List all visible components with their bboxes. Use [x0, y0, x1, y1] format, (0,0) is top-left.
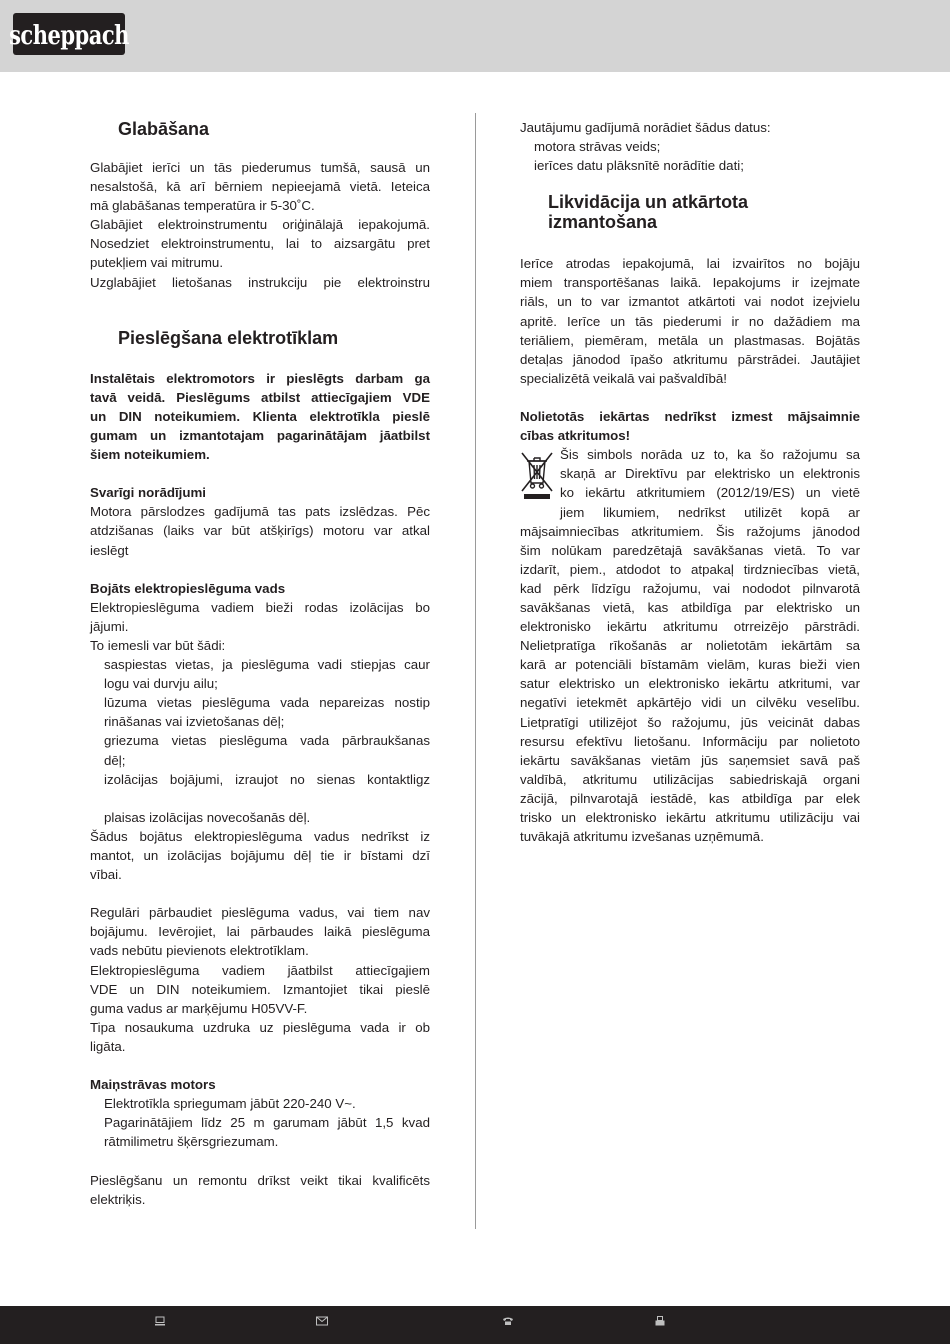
storage-text [90, 158, 430, 292]
list-item: motora strāvas veids; [534, 139, 661, 155]
text-line: Lietpratīgi utilizējot šo ražojumu, jūs veicināt dabas [520, 714, 860, 730]
text-line: Šis simbols norāda uz to, ka šo ražojumu sa [560, 447, 860, 463]
text-line: Uzglabājiet lietošanas instrukciju pie elektroinstru [90, 274, 430, 290]
column-divider [475, 113, 476, 1229]
text-line: Glabājiet ierīci un tās piederumus tumšā, sausā un [90, 160, 430, 175]
text-line: Motora pārslodzes gadījumā tas pats izslēdzas. Pēc [90, 504, 430, 520]
storage-title: Glabāšana [118, 119, 210, 139]
text-line: Instalētais elektromotors ir pieslēgts darbam ga [90, 370, 430, 386]
inquiry-line: Jautājumu gadījumā norādiet šādus datus: [520, 120, 771, 135]
text-line: satur elektrisko un elektronisko iekārtu atkritumi, var [520, 676, 860, 692]
text-line: savākšanas vietā, kas atbildīga par elektrisko un [520, 599, 860, 615]
text-line: ligāta. [90, 1038, 126, 1054]
list-item: lūzuma vietas pieslēguma vada nepareizas nostip [104, 695, 430, 711]
text-line: Glabājiet elektroinstrumentu oriģinālajā iepakojumā. [90, 217, 430, 233]
causes-list [90, 655, 430, 827]
text-line: ieslēgt [90, 542, 129, 558]
text-line: cības atkritumos! [520, 428, 631, 444]
text-line: Regulāri pārbaudiet pieslēguma vadus, vai tiem nav [90, 905, 430, 921]
text-line: guma vadus ar marķējumu H05VV-F. [90, 1000, 308, 1016]
list-item: Pagarinātājiem līdz 25 m garumam jābūt 1,5 kvad [104, 1115, 430, 1131]
text-line: detaļas jānodod īpašo atkritumu pārstrādei. Jautājiet [520, 351, 860, 367]
text-line: jājumi. [90, 618, 129, 634]
connection-title: Pieslēgšana elektrotīklam [118, 327, 339, 348]
right-column [520, 118, 860, 846]
text-line: negatīvi ietekmēt apkārtējo vidi un cilvēku veselību. [520, 695, 860, 711]
text-line: miem transportēšanas laikā. Iepakojums ir izejmate [520, 275, 860, 291]
text-line: Tipa nosaukuma uzdruka uz pieslēguma vada ir ob [90, 1019, 430, 1035]
scheppach-logo [9, 13, 129, 55]
text-line: Pieslēgšanu un remontu drīkst veikt tikai kvalificēts [90, 1172, 430, 1188]
list-item: izolācijas bojājumi, izraujot no sienas kontaktligz [104, 771, 430, 787]
disposal-title-line: izmantošana [548, 212, 658, 233]
left-column [90, 111, 430, 1209]
computer-icon [155, 1316, 165, 1330]
text-line: vads nebūtu pievienots elektrotīklam. [90, 943, 309, 959]
text-line: izdarīt, piem., atdodot to atpakaļ tirdzniecības vietā, [520, 561, 860, 577]
list-item: ierīces datu plāksnītē norādītie dati; [534, 158, 744, 174]
disposal-text [520, 254, 860, 388]
text-line: ko iekārtu atkritumiem (2012/19/ES) un vietē [560, 485, 860, 501]
text-line: putekļiem vai mitrumu. [90, 255, 224, 271]
page-header [0, 0, 950, 72]
list-item: plaisas izolācijas novecošanās dēļ. [104, 809, 311, 825]
disposal-title-line: Likvidācija un atkārtota [548, 192, 749, 213]
text-line: tavā veidā. Pieslēgums atbilst attiecīgajiem VDE [90, 389, 430, 405]
inquiry-list [520, 137, 860, 175]
list-item: dēļ; [104, 752, 126, 768]
text-line: Nolietotās iekārtas nedrīkst izmest mājsaimnie [520, 409, 860, 425]
text-line: nesalstošā, kā arī bērniem nepieejamā vietā. Ieteica [90, 179, 430, 195]
connection-bold-intro [90, 369, 430, 464]
text-line: Elektropieslēguma vadiem jāatbilst attiecīgajiem [90, 962, 430, 978]
text-line: Nelietpratīga rīkošanās ar nolietotām iekārtām sa [520, 638, 860, 654]
logo-text: scheppach [9, 18, 129, 50]
weee-heading [520, 407, 860, 445]
text-line: specializētā veikalā vai pašvaldībā! [520, 370, 727, 386]
text-line: Elektropieslēguma vadiem bieži rodas izolācijas bo [90, 599, 430, 615]
text-line: Ierīce atrodas iepakojumā, lai izvairītos no bojāju [520, 256, 860, 272]
text-line: zācijā, pilnvarotajā iestādē, kas atbildīga par elek [520, 790, 860, 806]
text-line: vībai. [90, 867, 122, 883]
crossed-out-bin-icon [520, 449, 554, 501]
list-item: logu vai durvju ailu; [104, 676, 218, 692]
ac-motor-heading: Maiņstrāvas motors [90, 1077, 216, 1093]
text-line: atdzišanas (laiks var būt atšķirīgs) motoru var atkal [90, 523, 430, 539]
text-line: un DIN noteikumiem. Klienta elektrotīkla pieslē [90, 408, 430, 424]
phone-icon [502, 1316, 514, 1330]
important-heading: Svarīgi norādījumi [90, 485, 207, 501]
list-item: Elektrotīkla spriegumam jābūt 220-240 V~. [104, 1096, 356, 1112]
text-line: mā glabāšanas temperatūra ir 5-30˚C. [90, 198, 315, 214]
text-line: mājsaimniecības atkritumiem. Šis ražojums jānodod [520, 523, 860, 539]
text-line: šiem noteikumiem. [90, 447, 210, 463]
page-footer [0, 1306, 950, 1344]
text-line: trisko un elektronisko iekārtu atkritumu utilizāciju vai [520, 810, 860, 825]
text-line: valdībā, atkritumu utilizācijas sabiedriskajā organi [520, 771, 860, 787]
list-item: saspiestas vietas, ja pieslēguma vadi stiepjas caur [104, 657, 430, 673]
ac-motor-list [90, 1094, 430, 1151]
text-line: To iemesli var būt šādi: [90, 637, 226, 653]
text-line: elektriķis. [90, 1191, 146, 1207]
list-item: rātmilimetru šķērsgriezumam. [104, 1134, 279, 1150]
text-line: gumam un izmantotajam pagarinātājam jāatbilst [90, 427, 430, 443]
fax-icon [655, 1316, 665, 1330]
text-line: apritē. Ierīce un tās piederumi ir no dažādiem ma [520, 313, 860, 329]
text-line: VDE un DIN noteikumiem. Izmantojiet tikai pieslē [90, 981, 430, 997]
text-line: elektronisko iekārtu atkritumu otrreizējo pārstrādi. [520, 619, 860, 635]
text-line: Nosedziet elektroinstrumentu, lai to aizsargātu pret [90, 236, 430, 252]
text-line: jiem likumiem, nedrīkst utilizēt kopā ar [560, 504, 860, 520]
text-line: kad pērk līdzīgu ražojumu, vai nododot pilnvarotā [520, 580, 860, 596]
text-line: skaņā ar Direktīvu par elektrisko un elektronis [560, 466, 860, 482]
weee-notice [520, 445, 860, 521]
mail-icon [316, 1316, 328, 1330]
text-line: Šādus bojātus elektropieslēguma vadus nedrīkst iz [90, 828, 430, 844]
text-line: tuvākajā atkritumu izvešanas uzņēmumā. [520, 829, 764, 845]
text-line: riāls, un to var izmantot atkārtoti vai nodot izejvielu [520, 294, 860, 310]
text-line: resursu efektīvu lietošanu. Informāciju par nolietoto [520, 733, 860, 749]
damaged-cable-heading: Bojāts elektropieslēguma vads [90, 580, 286, 596]
disposal-title [548, 192, 860, 232]
text-line: bojājumu. Ievērojiet, lai pārbaudes laikā pieslēguma [90, 924, 430, 940]
text-line: teriāliem, piemēram, metāla un plastmasas. Bojātās [520, 332, 860, 348]
text-line: šim nolūkam paredzētajā savākšanas vietā. To var [520, 542, 860, 558]
list-item: rināšanas vai izvietošanas dēļ; [104, 714, 285, 730]
list-item: griezuma vietas pieslēguma vada pārbraukšanas [104, 733, 430, 749]
text-line: karā ar potenciāli bīstamām vielām, kuras bieži vien [520, 657, 860, 673]
text-line: mantot, un izolācijas bojājumu dēļ tie ir bīstami dzī [90, 848, 430, 863]
text-line: iekārtu savākšanas vietām jūs saņemsiet savā paš [520, 752, 860, 768]
weee-text [520, 522, 860, 847]
